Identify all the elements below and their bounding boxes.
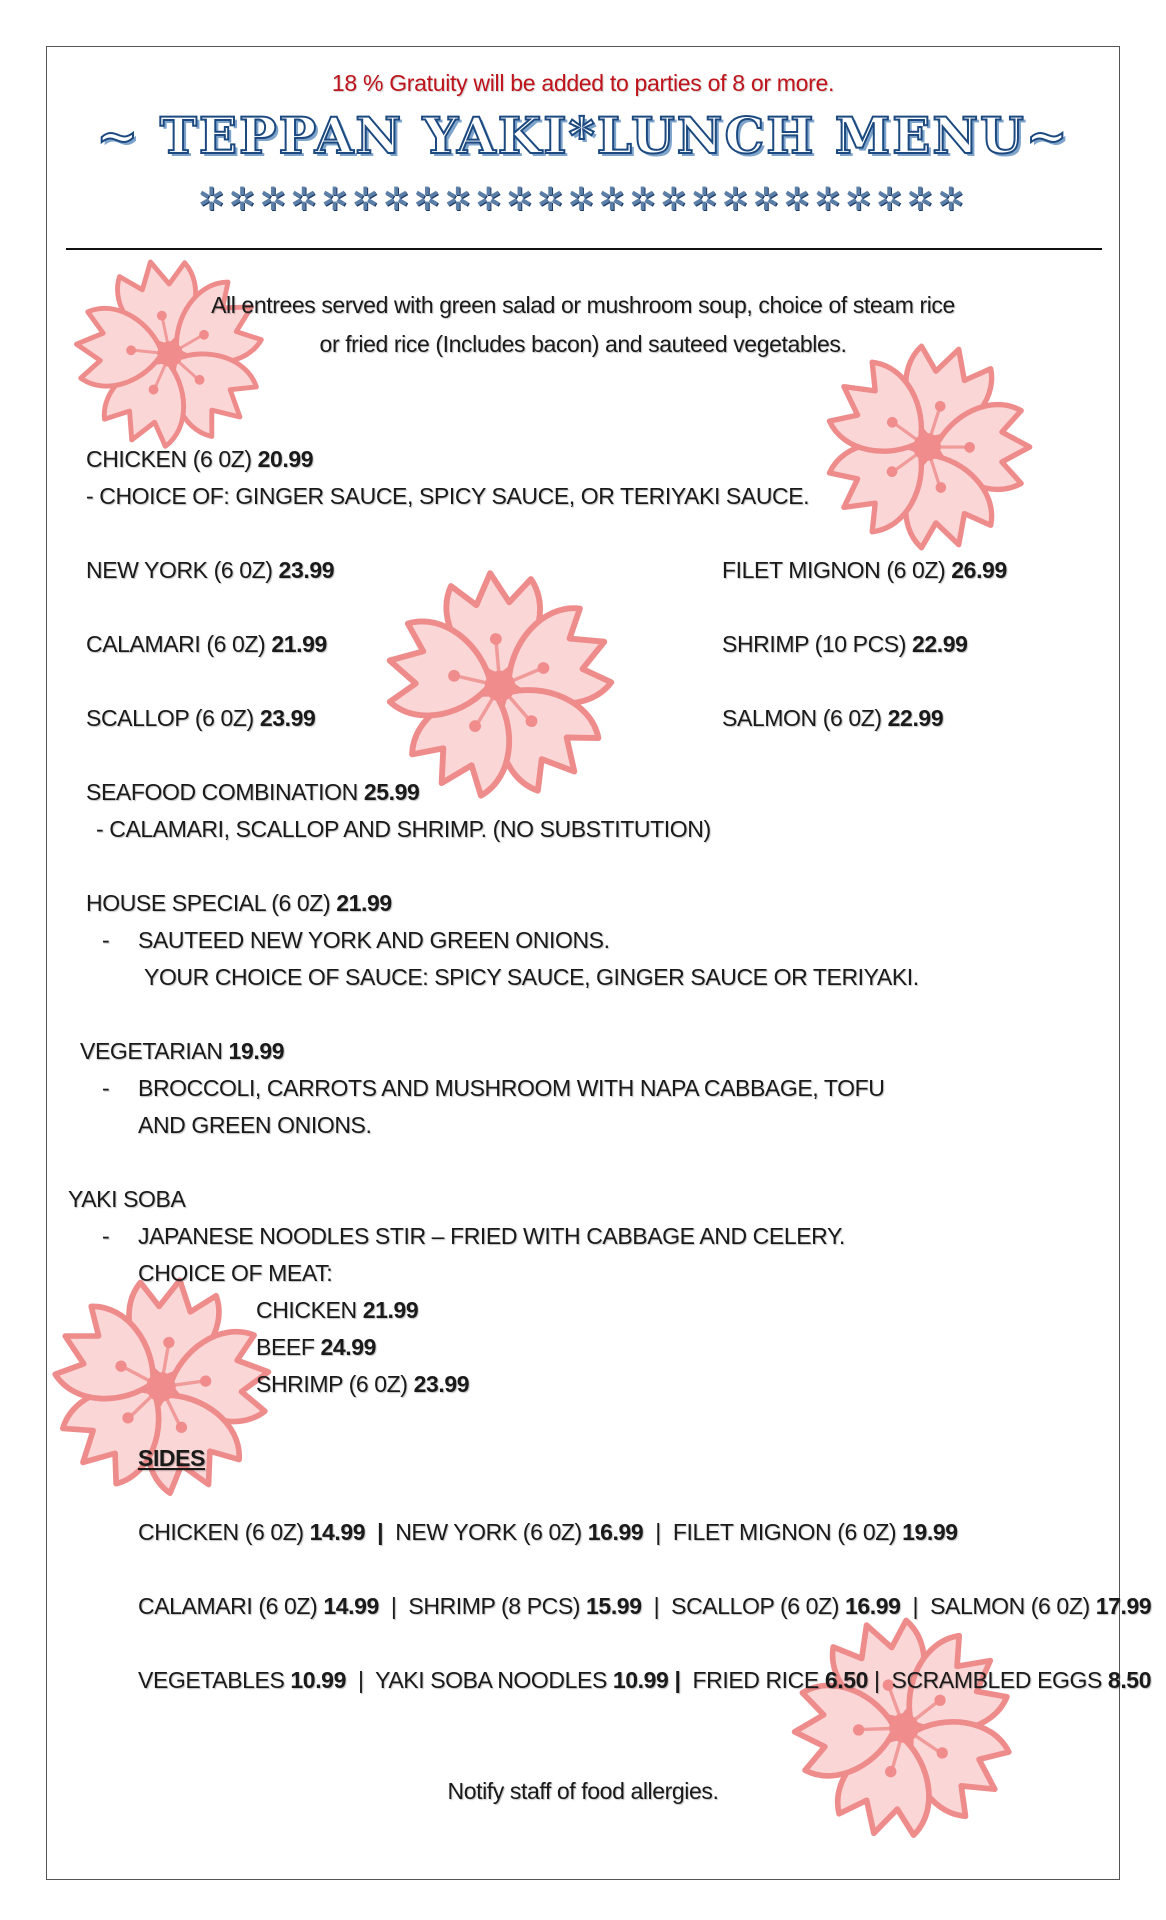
menu-item-seafood-combination: SEAFOOD COMBINATION 25.99 [86, 779, 420, 805]
gratuity-notice: 18 % Gratuity will be added to parties of 8 or more. [331, 70, 835, 96]
price: 20.99 [257, 446, 314, 472]
price: 23.99 [413, 1371, 470, 1397]
header-rule [66, 248, 1102, 250]
menu-item-house-special: HOUSE SPECIAL (6 0Z) 21.99 [86, 890, 392, 916]
yaki-soba-option-chicken: CHICKEN 21.99 [256, 1297, 419, 1323]
cherry-blossom-icon [382, 568, 618, 804]
menu-item-chicken: CHICKEN (6 0Z) 20.99 [86, 446, 314, 472]
house-note-1: SAUTEED NEW YORK AND GREEN ONIONS. [138, 927, 610, 953]
sides-row-3: VEGETABLES 10.99 | YAKI SOBA NOODLES 10.99 | FRIED RICE 6.50 | SCRAMBLED EGGS 8.50 [138, 1667, 1152, 1693]
menu-item-vegetarian: VEGETARIAN 19.99 [80, 1038, 285, 1064]
yaki-soba-option-shrimp: SHRIMP (6 0Z) 23.99 [256, 1371, 470, 1397]
cherry-blossom-icon [790, 1614, 1018, 1842]
price: 24.99 [320, 1334, 377, 1360]
price: 25.99 [363, 779, 420, 805]
price: 22.99 [912, 631, 968, 657]
sides-heading: SIDES [138, 1445, 206, 1471]
menu-item-scallop: SCALLOP (6 0Z) 23.99 [86, 705, 316, 731]
star-divider: ✲✲✲✲✲✲✲✲✲✲✲✲✲✲✲✲✲✲✲✲✲✲✲✲✲ [197, 181, 969, 217]
intro-line-1: All entrees served with green salad or mushroom soup, choice of steam rice [211, 292, 955, 318]
price: 23.99 [278, 557, 335, 583]
sides-row-2: CALAMARI (6 0Z) 14.99 | SHRIMP (8 PCS) 15.99 | SCALLOP (6 0Z) 16.99 | SALMON (6 0Z) 17.99 [138, 1593, 1152, 1619]
seafood-note: - CALAMARI, SCALLOP AND SHRIMP. (NO SUBSTITUTION) [96, 816, 711, 842]
price: 19.99 [228, 1038, 285, 1064]
price: 22.99 [887, 705, 944, 731]
cherry-blossom-icon [820, 340, 1034, 554]
menu-item-shrimp: SHRIMP (10 PCS) 22.99 [722, 631, 968, 657]
yaki-soba-choice-label: CHOICE OF MEAT: [138, 1260, 333, 1286]
price: 21.99 [336, 890, 392, 916]
list-dash: - [102, 1075, 110, 1101]
menu-item-salmon: SALMON (6 0Z) 22.99 [722, 705, 944, 731]
menu-item-filet-mignon: FILET MIGNON (6 0Z) 26.99 [722, 557, 1007, 583]
price: 21.99 [271, 631, 327, 657]
menu-item-yaki-soba: YAKI SOBA [68, 1186, 186, 1212]
vegetarian-note-1: BROCCOLI, CARROTS AND MUSHROOM WITH NAPA CABBAGE, TOFU [138, 1075, 885, 1101]
chicken-sauce-note: - CHOICE OF: GINGER SAUCE, SPICY SAUCE, OR TERIYAKI SAUCE. [86, 483, 810, 509]
menu-item-calamari: CALAMARI (6 0Z) 21.99 [86, 631, 327, 657]
yaki-soba-option-beef: BEEF 24.99 [256, 1334, 377, 1360]
sides-row-1: CHICKEN (6 0Z) 14.99 | NEW YORK (6 0Z) 16.99 | FILET MIGNON (6 0Z) 19.99 [138, 1519, 958, 1545]
yaki-soba-note: JAPANESE NOODLES STIR – FRIED WITH CABBAGE AND CELERY. [138, 1223, 845, 1249]
price: 21.99 [362, 1297, 419, 1323]
intro-line-2: or fried rice (Includes bacon) and sauteed vegetables. [319, 331, 847, 357]
price: 26.99 [951, 557, 1007, 583]
price: 23.99 [259, 705, 316, 731]
allergy-notice: Notify staff of food allergies. [447, 1778, 719, 1804]
list-dash: - [102, 927, 110, 953]
vegetarian-note-2: AND GREEN ONIONS. [138, 1112, 372, 1138]
list-dash: - [102, 1223, 110, 1249]
house-note-2: YOUR CHOICE OF SAUCE: SPICY SAUCE, GINGER SAUCE OR TERIYAKI. [144, 964, 919, 990]
menu-item-new-york: NEW YORK (6 0Z) 23.99 [86, 557, 335, 583]
menu-title: ~ TEPPAN YAKI*LUNCH MENU~ [96, 106, 1070, 165]
